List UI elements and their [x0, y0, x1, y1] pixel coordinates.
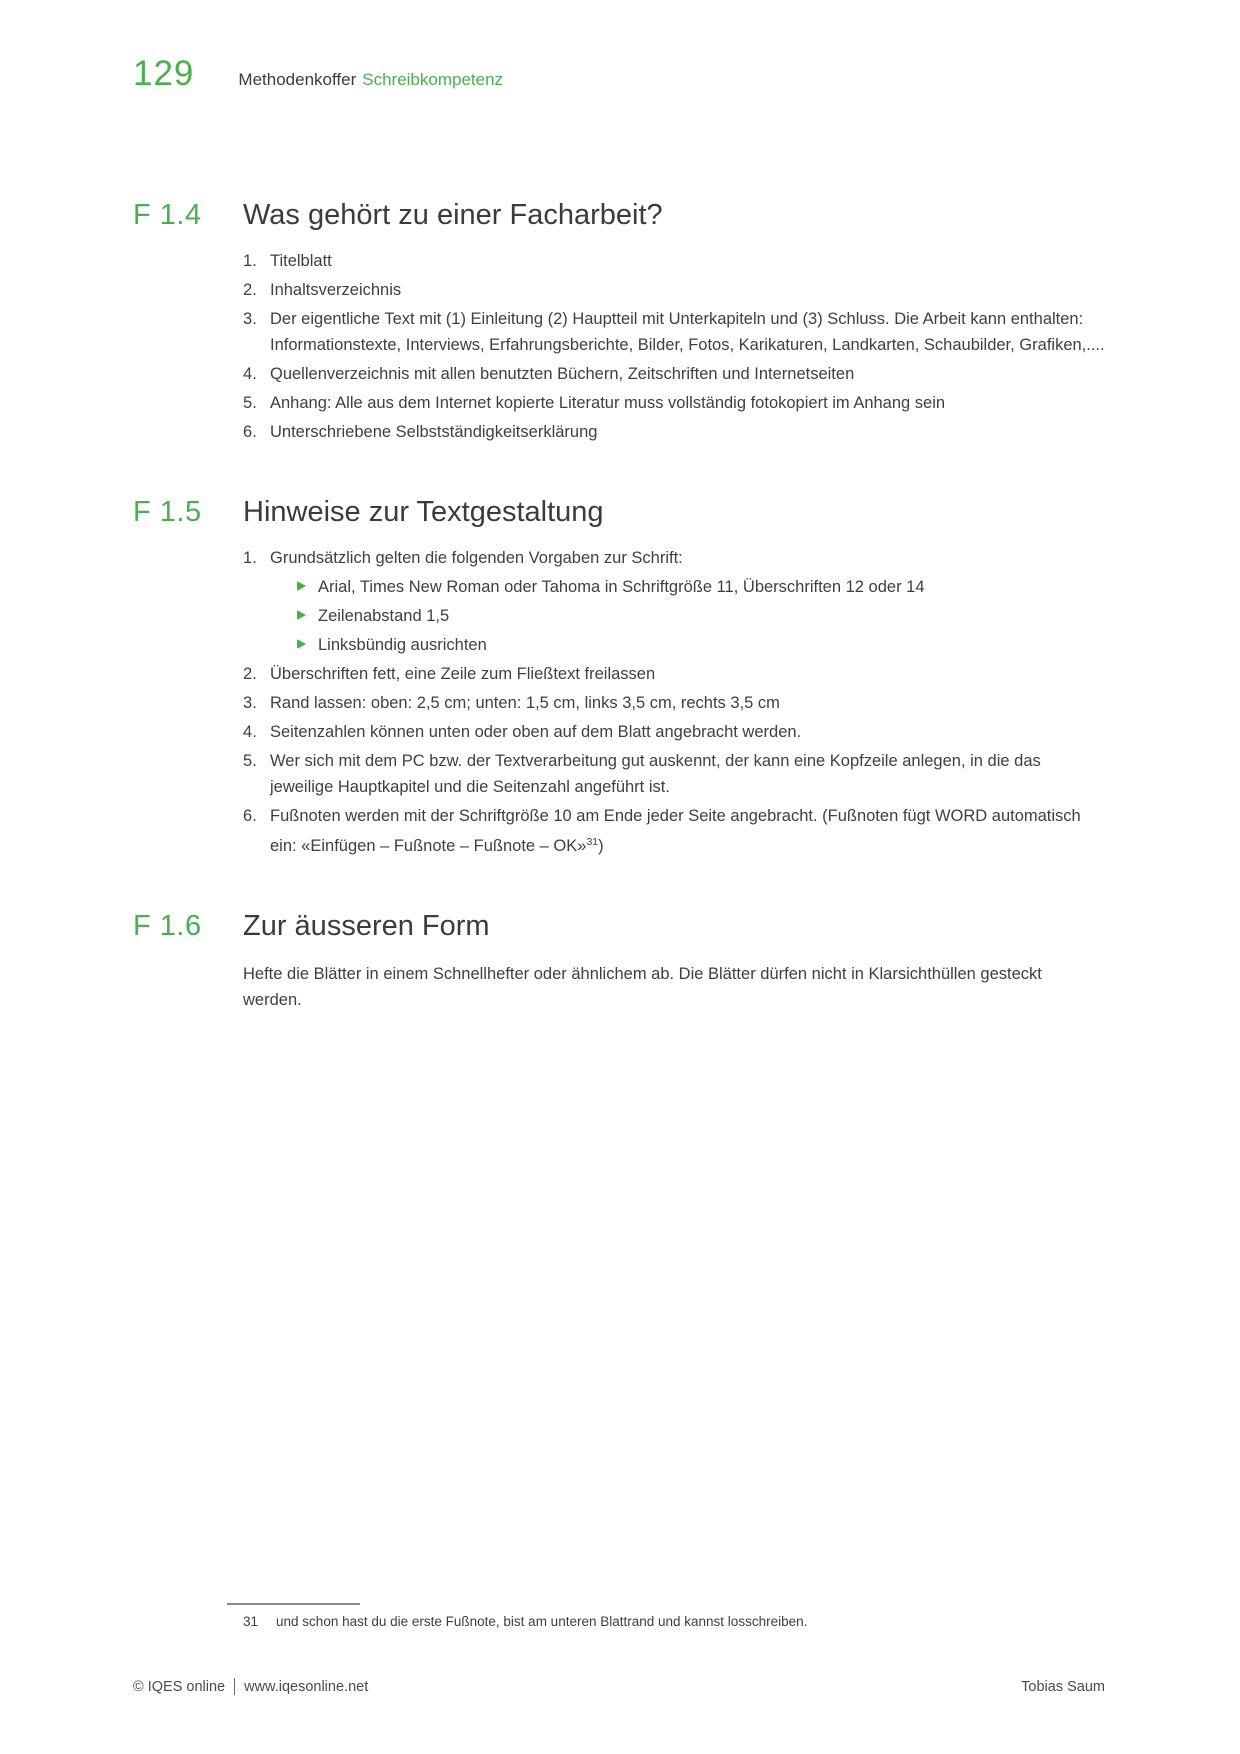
footer-copyright: © IQES online — [133, 1678, 226, 1695]
footnote-block — [243, 1603, 1107, 1629]
document-title: Methodenkoffer — [238, 70, 357, 89]
list-item-text: Titelblatt — [270, 252, 332, 270]
list-item-text: Überschriften fett, eine Zeile zum Fließtext freilassen — [270, 665, 656, 683]
list-item-text: Grundsätzlich gelten die folgenden Vorgaben zur Schrift: — [270, 549, 683, 567]
sub-list-item — [297, 603, 1107, 629]
list-item — [243, 545, 1107, 658]
triangle-right-icon — [297, 639, 306, 649]
section-f14 — [133, 197, 1107, 448]
triangle-right-icon — [297, 581, 306, 591]
list-item-text: Wer sich mit dem PC bzw. der Textverarbeitung gut auskennt, der kann eine Kopfzeile anlegen, in die das jeweilige Hauptkapitel und die Seitenzahl angeführt ist. — [270, 752, 1041, 796]
section-f16-paragraph: Hefte die Blätter in einem Schnellhefter oder ähnlichem ab. Die Blätter dürfen nicht in Klarsichthüllen gesteckt werden. — [243, 965, 1042, 1009]
list-item — [243, 690, 1107, 716]
section-f14-title: Was gehört zu einer Facharbeit? — [243, 199, 663, 231]
footer-author: Tobias Saum — [1021, 1678, 1105, 1695]
footnote-ref: 31 — [586, 836, 599, 848]
sub-list-item-text: Zeilenabstand 1,5 — [318, 607, 450, 625]
section-f15-body — [243, 530, 1107, 862]
section-f16-label: F 1.6 — [133, 910, 202, 942]
list-item-text: Seitenzahlen können unten oder oben auf dem Blatt angebracht werden. — [270, 723, 802, 741]
list-item — [243, 248, 1107, 274]
section-f14-label: F 1.4 — [133, 199, 202, 231]
list-item-text-after: ) — [598, 837, 604, 855]
section-f15-label: F 1.5 — [133, 496, 202, 528]
list-item-text: Rand lassen: oben: 2,5 cm; unten: 1,5 cm, links 3,5 cm, rechts 3,5 cm — [270, 694, 780, 712]
list-item — [243, 419, 1107, 445]
footnote — [243, 1614, 1107, 1629]
sub-list-item-text: Arial, Times New Roman oder Tahoma in Schriftgröße 11, Überschriften 12 oder 14 — [318, 578, 925, 596]
footnote-divider — [227, 1603, 360, 1605]
list-item-text: Quellenverzeichnis mit allen benutzten Büchern, Zeitschriften und Internetseiten — [270, 365, 855, 383]
list-item — [243, 803, 1107, 859]
list-item — [243, 277, 1107, 303]
schrift-sub-list — [297, 574, 1107, 658]
page-number: 129 — [133, 54, 195, 93]
document-subtitle: Schreibkompetenz — [362, 70, 504, 89]
footnote-number: 31 — [243, 1614, 259, 1629]
list-item-text: Anhang: Alle aus dem Internet kopierte Literatur muss vollständig fotokopiert im Anhang sein — [270, 394, 946, 412]
footer-separator — [234, 1678, 235, 1695]
footer-left — [133, 1678, 368, 1695]
footer-url: www.iqesonline.net — [244, 1678, 369, 1695]
list-item-text: Der eigentliche Text mit (1) Einleitung (2) Hauptteil mit Unterkapiteln und (3) Schluss. Die Arbeit kann enthalten: Informationstexte, Interviews, Erfahrungsberichte, Bilder, Fotos, Karikaturen, Landkarten, Schaubilder, Grafiken,.... — [270, 310, 1105, 354]
list-item-text: Unterschriebene Selbstständigkeitserklärung — [270, 423, 598, 441]
list-item — [243, 748, 1107, 800]
footnote-text: und schon hast du die erste Fußnote, bist am unteren Blattrand und kannst losschreiben. — [276, 1614, 808, 1629]
list-item — [243, 361, 1107, 387]
triangle-right-icon — [297, 610, 306, 620]
section-f16 — [133, 908, 1107, 1013]
sub-list-item — [297, 632, 1107, 658]
page-footer — [133, 1678, 1105, 1695]
list-item — [243, 390, 1107, 416]
list-item — [243, 661, 1107, 687]
list-item-text: Fußnoten werden mit der Schriftgröße 10 am Ende jeder Seite angebracht. (Fußnoten fügt WORD automatisch ein: «Einfügen – Fußnote – Fußnote – OK» — [270, 807, 1081, 855]
page-header — [133, 55, 1107, 97]
facharbeit-list — [243, 248, 1107, 445]
section-f16-body — [243, 944, 1107, 1013]
section-f15-title: Hinweise zur Textgestaltung — [243, 496, 604, 528]
list-item — [243, 306, 1107, 358]
list-item — [243, 719, 1107, 745]
list-item-text: Inhaltsverzeichnis — [270, 281, 402, 299]
section-f16-title: Zur äusseren Form — [243, 910, 490, 942]
sub-list-item — [297, 574, 1107, 600]
sub-list-item-text: Linksbündig ausrichten — [318, 636, 487, 654]
section-f14-body — [243, 233, 1107, 448]
section-f15 — [133, 494, 1107, 862]
textgestaltung-list — [243, 545, 1107, 859]
